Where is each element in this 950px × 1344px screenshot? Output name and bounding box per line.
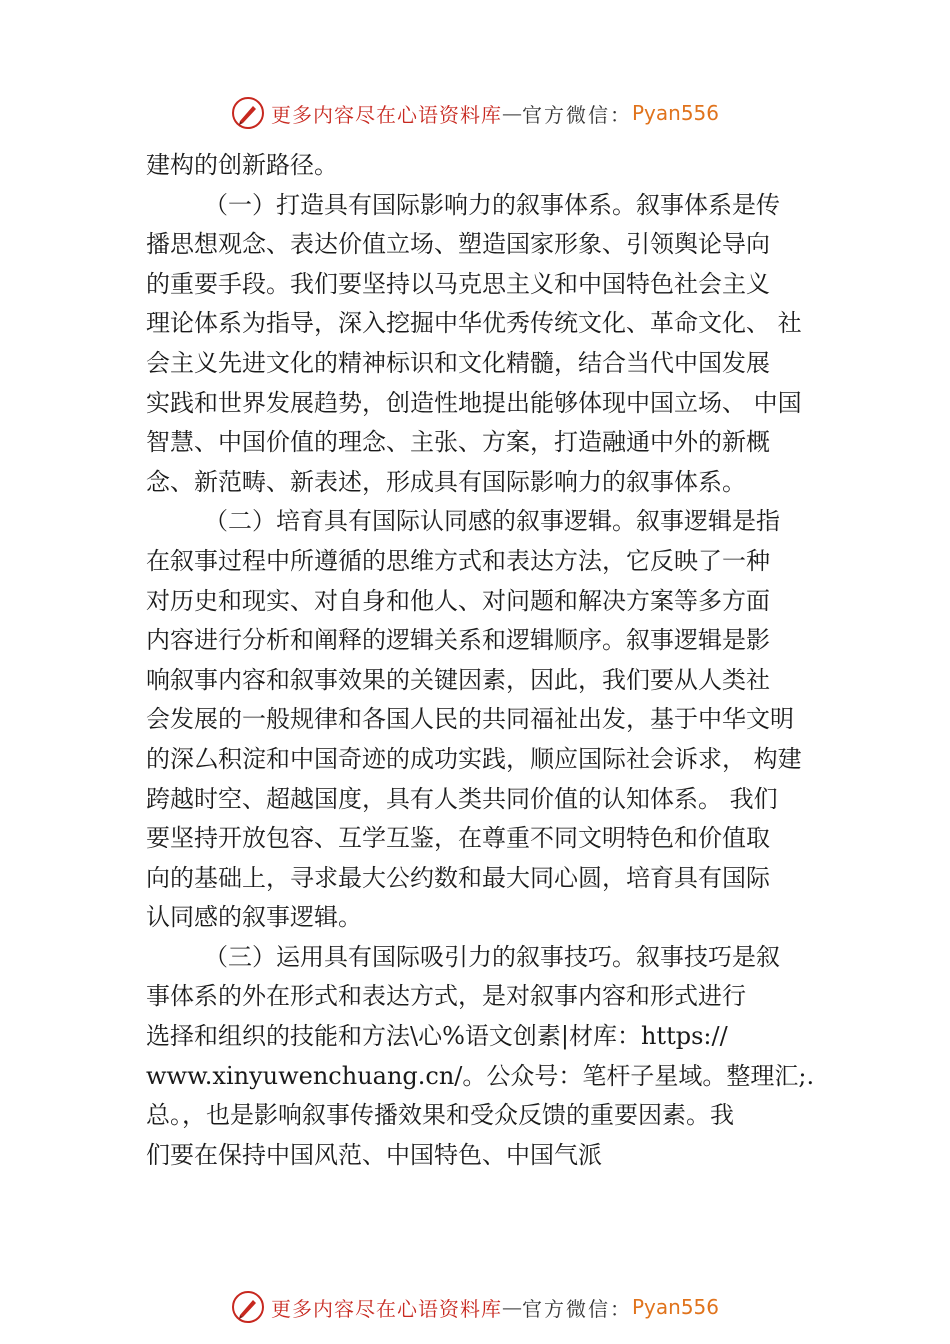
text-line: 们要在保持中国风范、中国特色、中国气派: [146, 1140, 602, 1169]
brand-text: 更多内容尽在心语资料库: [270, 102, 502, 127]
brand-text: 更多内容尽在心语资料库: [270, 1296, 502, 1321]
text-line: 事体系的外在形式和表达方式，是对叙事内容和形式进行: [146, 982, 746, 1011]
text-line: 会发展的一般规律和各国人民的共同福祉出发，基于中华文明: [146, 705, 794, 734]
text-line: 要坚持开放包容、互学互鉴，在尊重不同文明特色和价值取: [146, 824, 770, 853]
footer-banner: [0, 1290, 950, 1324]
text-line: 认同感的叙事逻辑。: [146, 903, 362, 932]
text-line: 跨越时空、超越国度，具有人类共同价值的认知体系。 我们: [146, 784, 778, 813]
pen-logo-icon: [231, 1290, 265, 1324]
banner-dash: —: [501, 101, 522, 125]
official-label: 官方微信：: [521, 102, 632, 127]
text-line: 智慧、中国价值的理念、主张、方案，打造融通中外的新概: [146, 428, 770, 457]
text-line: 向的基础上，寻求最大公约数和最大同心圆，培育具有国际: [146, 863, 770, 892]
banner-dash: —: [501, 1295, 522, 1319]
wechat-id: Pyan556: [631, 101, 719, 125]
text-line: 总。，也是影响叙事传播效果和受众反馈的重要因素。我: [146, 1101, 734, 1130]
text-line: 对历史和现实、对自身和他人、对问题和解决方案等多方面: [146, 586, 770, 615]
text-line: 理论体系为指导，深入挖掘中华优秀传统文化、革命文化、 社: [146, 309, 802, 338]
text-line: 内容进行分析和阐释的逻辑关系和逻辑顺序。叙事逻辑是影: [146, 626, 770, 655]
text-line: 念、新范畴、新表述，形成具有国际影响力的叙事体系。: [146, 467, 746, 496]
text-line: 会主义先进文化的精神标识和文化精髓，结合当代中国发展: [146, 348, 770, 377]
text-line: 响叙事内容和叙事效果的关键因素，因此，我们要从人类社: [146, 665, 770, 694]
text-line: （一）打造具有国际影响力的叙事体系。叙事体系是传: [204, 190, 780, 219]
official-label: 官方微信：: [521, 1296, 632, 1321]
wechat-id: Pyan556: [631, 1295, 719, 1319]
header-banner: [0, 96, 950, 130]
text-line: 的深厶积淀和中国奇迹的成功实践，顺应国际社会诉求， 构建: [146, 744, 802, 773]
text-line: 建构的创新路径。: [146, 151, 338, 179]
text-line: 实践和世界发展趋势，创造性地提出能够体现中国立场、 中国: [146, 388, 802, 417]
text-line: 在叙事过程中所遵循的思维方式和表达方法，它反映了一种: [146, 546, 770, 575]
pen-logo-icon: [231, 96, 265, 130]
article-body: [146, 146, 816, 1175]
text-line: （三）运用具有国际吸引力的叙事技巧。叙事技巧是叙: [204, 942, 780, 971]
text-line: 播思想观念、表达价值立场、塑造国家形象、引领舆论导向: [146, 230, 770, 259]
text-line: 的重要手段。我们要坚持以马克思主义和中国特色社会主义: [146, 269, 770, 298]
text-line: www.xinyuwenchuang.cn/。公众号：笔杆子星域。整理汇;.: [146, 1061, 815, 1090]
text-line: 选择和组织的技能和方法\心%语文创素|材库：https://: [146, 1022, 728, 1051]
text-line: （二）培育具有国际认同感的叙事逻辑。叙事逻辑是指: [204, 507, 780, 536]
